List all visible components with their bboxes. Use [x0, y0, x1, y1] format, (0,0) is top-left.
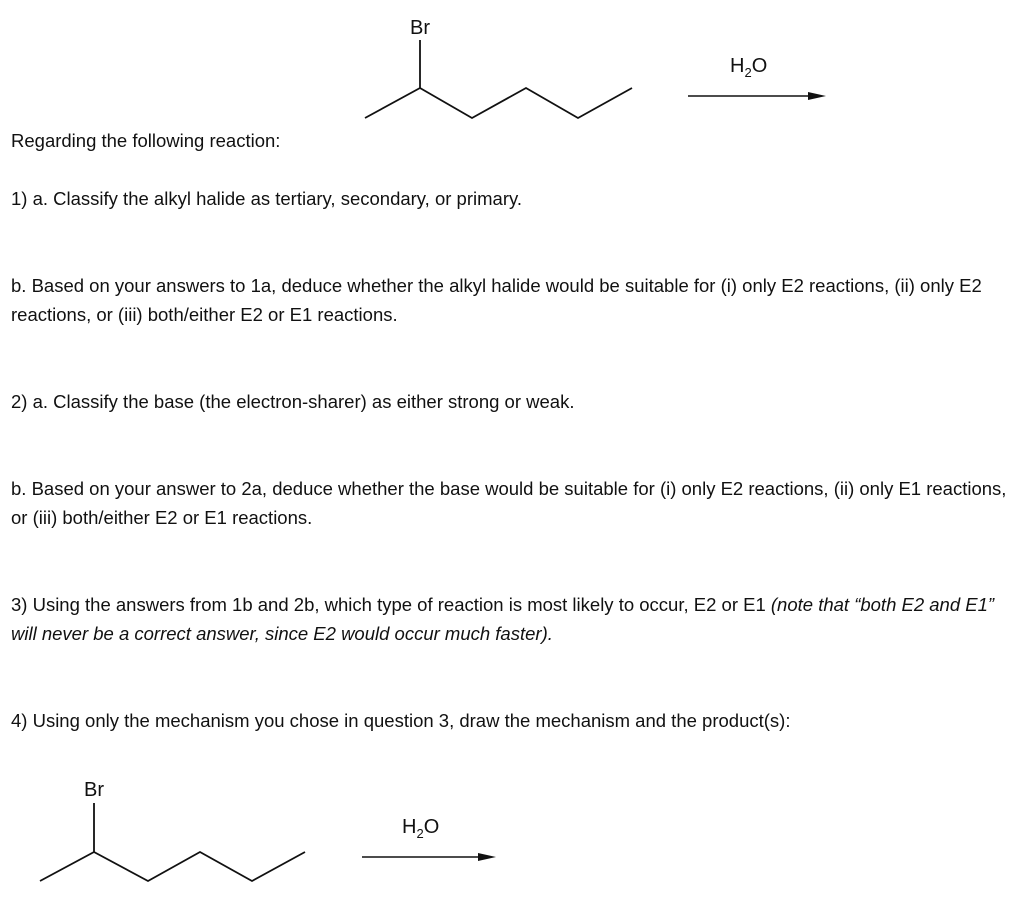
question-3 [11, 590, 1016, 648]
alkyl-halide-structure-top [365, 17, 632, 118]
reagent-water-top: $H_2O$ [730, 55, 768, 80]
bromine-label-top: Br [410, 17, 430, 39]
question-2b: b. Based on your answer to 2a, deduce whether the base would be suitable for (i) only E2 reactions, (ii) only E1 reactions, or (iii) both/either E2 or E1 reactions. [11, 478, 1007, 528]
intro-text: Regarding the following reaction: [11, 130, 281, 151]
question-4: 4) Using only the mechanism you chose in question 3, draw the mechanism and the product(s): [11, 710, 791, 731]
question-3-main: 3) Using the answers from 1b and 2b, which type of reaction is most likely to occur, E2 or E1 [11, 594, 771, 615]
reagent-water-bottom: $H_2O$ [402, 816, 440, 841]
question-1b: b. Based on your answers to 1a, deduce whether the alkyl halide would be suitable for (i) only E2 reactions, (ii) only E2 reactions, or (iii) both/either E2 or E1 reactions. [11, 275, 982, 325]
question-1a: 1) a. Classify the alkyl halide as tertiary, secondary, or primary. [11, 188, 522, 209]
question-3-note: (note that “both E2 and E1” will never be a correct answer, since E2 would occur much faster). [11, 594, 995, 644]
reaction-arrow-top [688, 92, 826, 100]
question-2a: 2) a. Classify the base (the electron-sharer) as either strong or weak. [11, 391, 575, 412]
bromine-label-bottom: Br [84, 779, 104, 801]
